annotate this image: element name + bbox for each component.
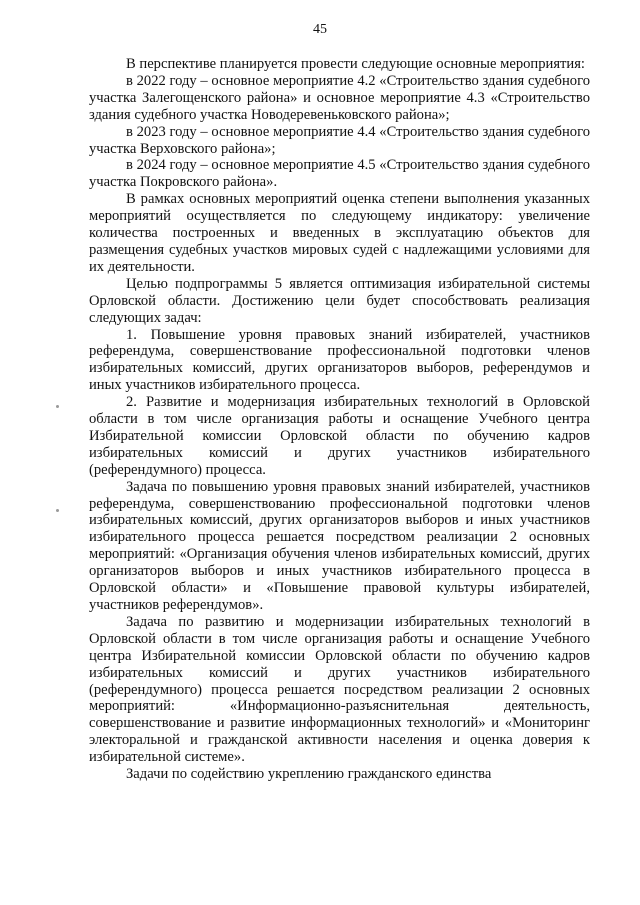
paragraph-intro: В перспективе планируется провести следующие основные мероприятия:: [126, 56, 585, 72]
paragraph-task-2-solution: Задача по развитию и модернизации избирательных технологий в Орловской области в том числе организация работы и оснащение Учебного центра Избирательной комиссии Орловской области по обучению кадров избирательных комиссий и других участников избирательного (референдумного) процесса решается посредством реализации 2 основных мероприятий: «Информационно-разъяснительная деятельность, совершенствование и развитие информационных технологий» и «Мониторинг электоральной и гражданской активности населения и оценка доверия к избирательной системе».: [89, 613, 590, 766]
paragraph-task-2: 2. Развитие и модернизация избирательных технологий в Орловской области в том числе организация работы и оснащение Учебного центра Избирательной комиссии Орловской области по обучению кадров избирательных комиссий и других участников избирательного (референдумного) процесса.: [89, 394, 590, 478]
paragraph-2022: в 2022 году – основное мероприятие 4.2 «Строительство здания судебного участка Залегощенского района» и основное мероприятие 4.3 «Строительство здания судебного участка Новодеревеньковского района»;: [89, 72, 590, 123]
page-number: 45: [313, 22, 327, 37]
document-body: [89, 56, 590, 783]
paragraph-2024: в 2024 году – основное мероприятие 4.5 «Строительство здания судебного участка Покровского района».: [89, 157, 590, 191]
scan-speck: [56, 405, 59, 408]
paragraph-task-1: 1. Повышение уровня правовых знаний избирателей, участников референдума, совершенствование профессиональной подготовки членов избирательных комиссий, других организаторов выборов, референдумов и иных участников избирательного процесса.: [89, 326, 590, 394]
paragraph-task-1-solution: Задача по повышению уровня правовых знаний избирателей, участников референдума, совершенствованию профессиональной подготовки членов избирательных комиссий, других организаторов выборов и иных участников избирательного процесса решается посредством реализации 2 основных мероприятий: «Организация обучения членов избирательных комиссий, других организаторов выборов и иных участников избирательного процесса в Орловской области» и «Повышение правовой культуры избирателей, участников референдумов».: [89, 478, 590, 613]
paragraph-indicator: В рамках основных мероприятий оценка степени выполнения указанных мероприятий осуществляется по следующему индикатору: увеличение количества построенных и введенных в эксплуатацию объектов для размещения судебных участков мировых судей с надлежащими условиями для их деятельности.: [89, 191, 590, 275]
scan-speck: [56, 509, 59, 512]
paragraph-subprogram-goal: Целью подпрограммы 5 является оптимизация избирательной системы Орловской области. Достижению цели будет способствовать реализация следующих задач:: [89, 275, 590, 326]
paragraph-civic-unity: Задачи по содействию укреплению гражданского единства: [126, 766, 492, 783]
paragraph-2023: в 2023 году – основное мероприятие 4.4 «Строительство здания судебного участка Верховского района»;: [89, 123, 590, 157]
